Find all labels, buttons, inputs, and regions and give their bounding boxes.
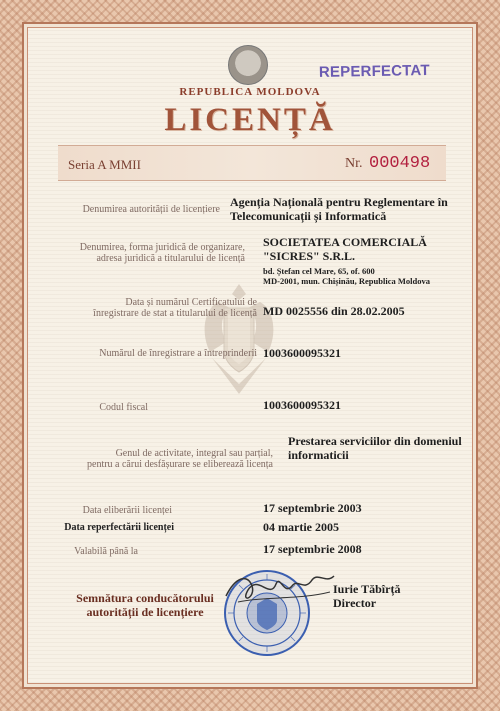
document-title: LICENȚĂ — [164, 102, 336, 138]
license-number — [345, 154, 430, 173]
certificate-value: MD 0025556 din 28.02.2005 — [263, 304, 405, 318]
issue-date-label: Data eliberării licenței — [82, 505, 172, 516]
series-label: Seria A MMII — [68, 157, 141, 172]
activity-label-line1: Genul de activitate, integral sau parțial, — [115, 448, 273, 459]
authority-value-line2: Telecomunicații și Informatică — [230, 209, 387, 223]
activity-value — [288, 434, 468, 462]
coat-of-arms-emblem — [228, 45, 268, 85]
number-value: 000498 — [369, 154, 431, 173]
holder-value — [263, 235, 463, 263]
country-name: REPUBLICA MOLDOVA — [179, 86, 321, 98]
authority-value — [230, 195, 470, 223]
signature-label-line1: Semnătura conducătorului — [76, 591, 214, 605]
holder-label-line2: adresa juridică a titularului de licență — [96, 253, 245, 264]
holder-address-line2: MD-2001, mun. Chișinău, Republica Moldova — [263, 276, 430, 286]
handwritten-signature-icon — [218, 566, 338, 610]
holder-address — [263, 266, 473, 286]
holder-value-line2: "SICRES" S.R.L. — [263, 249, 356, 263]
holder-value-line1: SOCIETATEA COMERCIALĂ — [263, 235, 427, 249]
activity-value-line1: Prestarea serviciilor din domeniul — [288, 434, 462, 448]
activity-value-line2: informaticii — [288, 448, 349, 462]
valid-until-label: Valabilă până la — [74, 546, 138, 557]
certificate-label-line2: înregistrare de stat a titularului de licență — [93, 308, 257, 319]
authority-label: Denumirea autorității de licențiere — [82, 204, 220, 215]
registration-value: 1003600095321 — [263, 346, 341, 360]
fiscal-value: 1003600095321 — [263, 398, 341, 412]
holder-label — [55, 242, 245, 264]
signature-label — [70, 591, 220, 619]
reperfect-date-label: Data reperfectării licenței — [64, 522, 174, 533]
certificate-label — [55, 297, 257, 319]
holder-address-line1: bd. Ștefan cel Mare, 65, of. 600 — [263, 266, 375, 276]
activity-label-line2: pentru a cărui desfășurare se eliberează licența — [87, 459, 273, 470]
number-label: Nr. — [345, 156, 363, 171]
activity-label — [55, 448, 273, 470]
signer-name: Iurie Tăbîrță — [333, 582, 401, 596]
registration-label: Numărul de înregistrare a întreprinderii — [99, 348, 257, 359]
authority-value-line1: Agenția Națională pentru Reglementare în — [230, 195, 448, 209]
issue-date-value: 17 septembrie 2003 — [263, 501, 362, 515]
valid-until-value: 17 septembrie 2008 — [263, 542, 362, 556]
holder-label-line1: Denumirea, forma juridică de organizare, — [79, 242, 245, 253]
signature-label-line2: autorității de licențiere — [86, 605, 204, 619]
reperfect-date-value: 04 martie 2005 — [263, 520, 339, 534]
certificate-label-line1: Data și numărul Certificatului de — [125, 297, 257, 308]
reperfectat-stamp: REPERFECTAT — [318, 61, 430, 81]
fiscal-label: Codul fiscal — [99, 402, 148, 413]
signer-title: Director — [333, 596, 377, 610]
signer — [333, 582, 473, 610]
